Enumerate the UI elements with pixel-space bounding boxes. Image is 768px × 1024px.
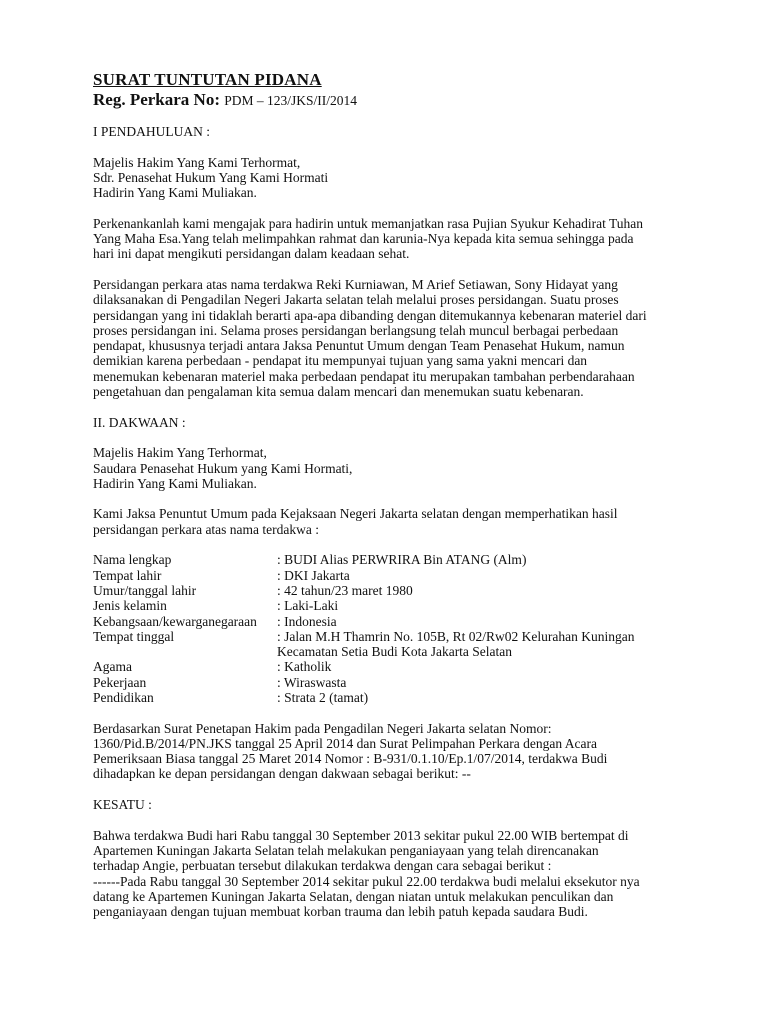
identity-row: [93, 675, 693, 690]
identity-key: Tempat tinggal: [93, 628, 175, 644]
paragraph-line: datang ke Apartemen Kuningan Jakarta Selatan, dengan niatan untuk melakukan penculikan dan: [93, 888, 614, 904]
greeting-line: Hadirin Yang Kami Muliakan.: [93, 475, 257, 491]
paragraph-line: Yang Maha Esa.Yang telah melimpahkan rahmat dan karunia-Nya kepada kita semua sehingga pada: [93, 231, 634, 247]
identity-row: [93, 659, 693, 674]
identity-key: Umur/tanggal lahir: [93, 582, 197, 598]
identity-value: : Jalan M.H Thamrin No. 105B, Rt 02/Rw02 Kelurahan Kuningan: [277, 628, 635, 644]
paragraph-line: penganiayaan dengan tujuan membuat korban trauma dan lebih patuh kepada saudara Budi.: [93, 904, 588, 920]
identity-row: [93, 690, 693, 705]
paragraph-line: Persidangan perkara atas nama terdakwa Reki Kurniawan, M Arief Setiawan, Sony Hidayat yang: [93, 276, 618, 292]
paragraph-line: dihadapkan ke depan persidangan dengan dakwaan sebagai berikut: --: [93, 766, 471, 782]
paragraph-line: Berdasarkan Surat Penetapan Hakim pada Pengadilan Negeri Jakarta selatan Nomor:: [93, 720, 552, 736]
greeting-line: Majelis Hakim Yang Kami Terhormat,: [93, 154, 301, 170]
greeting-line: Saudara Penasehat Hukum yang Kami Hormati,: [93, 460, 353, 476]
identity-row: [93, 614, 693, 629]
registration-number: PDM – 123/JKS/II/2014: [224, 93, 358, 108]
registration-label: Reg. Perkara No:: [93, 90, 220, 109]
identity-row: [93, 583, 693, 598]
greeting-line: Majelis Hakim Yang Terhormat,: [93, 445, 267, 461]
case-registration: [93, 90, 357, 110]
identity-row: [93, 629, 693, 644]
identity-value: : Strata 2 (tamat): [277, 689, 369, 705]
paragraph-line: Pemeriksaan Biasa tanggal 25 Maret 2014 Nomor : B-931/0.1.10/Ep.1/07/2014, terdakwa Budi: [93, 751, 608, 767]
identity-row: [93, 568, 693, 583]
identity-value: : DKI Jakarta: [277, 567, 350, 583]
greeting-line: Sdr. Penasehat Hukum Yang Kami Hormati: [93, 169, 329, 185]
section-heading-kesatu: KESATU :: [93, 797, 152, 813]
paragraph-line: Perkenankanlah kami mengajak para hadirin untuk memanjatkan rasa Pujian Syukur Kehadirat Tuhan: [93, 215, 643, 231]
paragraph-line: proses persidangan ini. Selama proses persidangan berlangsung telah muncul berbagai perbedaan: [93, 322, 619, 338]
identity-key: Kebangsaan/kewarganegaraan: [93, 613, 257, 629]
identity-row-continuation: [93, 644, 693, 659]
paragraph-line: pendapat, khususnya terjadi antara Jaksa Penuntut Umum dengan Team Penasehat Hukum, namun: [93, 338, 625, 354]
paragraph-line: Bahwa terdakwa Budi hari Rabu tanggal 30 September 2013 sekitar pukul 22.00 WIB bertempat di: [93, 827, 629, 843]
paragraph-line: pengetahuan dan pengalaman kita semua dalam mencari dan menemukan suatu kebenaran.: [93, 384, 584, 400]
identity-key: Pendidikan: [93, 689, 154, 705]
greeting-line: Hadirin Yang Kami Muliakan.: [93, 185, 257, 201]
identity-key: Pekerjaan: [93, 674, 147, 690]
identity-value: : Katholik: [277, 659, 332, 675]
document-body: [93, 124, 693, 919]
paragraph-line: ------Pada Rabu tanggal 30 September 2014 sekitar pukul 22.00 terdakwa budi melalui eksekutor nya: [93, 873, 640, 889]
section-heading-dakwaan: II. DAKWAAN :: [93, 414, 186, 430]
identity-value: : Laki-Laki: [277, 598, 339, 614]
paragraph-line: Kami Jaksa Penuntut Umum pada Kejaksaan Negeri Jakarta selatan dengan memperhatikan hasil: [93, 506, 618, 522]
identity-value: : 42 tahun/23 maret 1980: [277, 582, 413, 598]
identity-row: [93, 552, 693, 567]
identity-value: : BUDI Alias PERWRIRA Bin ATANG (Alm): [277, 552, 527, 568]
paragraph-line: hari ini dapat mengikuti persidangan dalam keadaan sehat.: [93, 246, 410, 262]
identity-key: Nama lengkap: [93, 552, 172, 568]
identity-value: Kecamatan Setia Budi Kota Jakarta Selatan: [277, 644, 513, 660]
paragraph-line: 1360/Pid.B/2014/PN.JKS tanggal 25 April 2014 dan Surat Pelimpahan Perkara dengan Acara: [93, 735, 597, 751]
paragraph-line: persidangan yang ini tidaklah berarti apa-apa dibanding dengan ditemukannya kebenaran materiel dari: [93, 307, 647, 323]
identity-row: [93, 598, 693, 613]
paragraph-line: menemukan kebenaran materiel maka perbedaan pendapat itu merupakan tambahan perbendarahaan: [93, 368, 635, 384]
paragraph-line: terhadap Angie, perbuatan tersebut dilakukan terdakwa dengan cara sebagai berikut :: [93, 858, 552, 874]
section-heading-pendahuluan: I PENDAHULUAN :: [93, 124, 210, 139]
identity-value: : Indonesia: [277, 613, 337, 629]
document-title: SURAT TUNTUTAN PIDANA: [93, 70, 322, 89]
paragraph-line: demikian karena perbedaan - pendapat itu mempunyai tujuan yang sama yakni mencari dan: [93, 353, 588, 369]
identity-key: Agama: [93, 659, 132, 675]
identity-key: Jenis kelamin: [93, 598, 167, 614]
defendant-identity-table: [93, 552, 693, 705]
paragraph-line: persidangan perkara atas nama terdakwa :: [93, 521, 320, 537]
identity-key: Tempat lahir: [93, 567, 162, 583]
paragraph-line: Apartemen Kuningan Jakarta Selatan telah melakukan penganiayaan yang telah direncanakan: [93, 842, 599, 858]
paragraph-line: dilaksanakan di Pengadilan Negeri Jakarta selatan telah melalui proses persidangan. Suatu proses: [93, 292, 619, 308]
identity-value: : Wiraswasta: [277, 674, 347, 690]
